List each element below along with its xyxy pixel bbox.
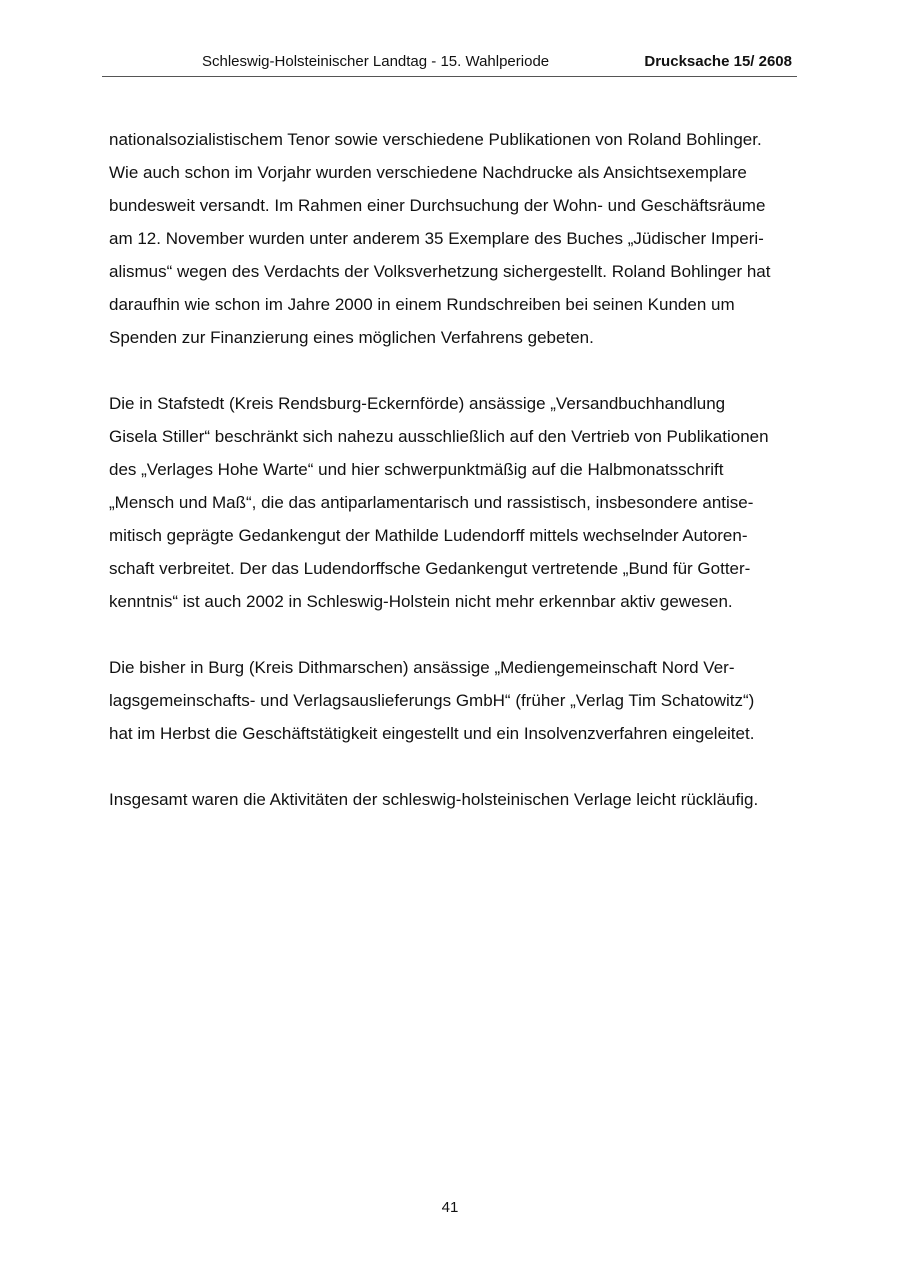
text-line: daraufhin wie schon im Jahre 2000 in einem Rundschreiben bei seinen Kunden um (109, 295, 735, 314)
text-line: kenntnis“ ist auch 2002 in Schleswig-Holstein nicht mehr erkennbar aktiv gewesen. (109, 592, 733, 611)
text-line: „Mensch und Maß“, die das antiparlamentarisch und rassistisch, insbesondere antise- (109, 493, 754, 512)
document-body (109, 123, 799, 816)
paragraph (109, 783, 799, 816)
paragraph-spacer (109, 750, 799, 783)
text-line: Gisela Stiller“ beschränkt sich nahezu ausschließlich auf den Vertrieb von Publikationen (109, 427, 769, 446)
header-title: Schleswig-Holsteinischer Landtag - 15. Wahlperiode (202, 53, 550, 70)
text-line: lagsgemeinschafts- und Verlagsauslieferungs GmbH“ (früher „Verlag Tim Schatowitz“) (109, 691, 755, 710)
text-line: hat im Herbst die Geschäftstätigkeit eingestellt und ein Insolvenzverfahren eingeleitet. (109, 724, 755, 743)
paragraph-spacer (109, 354, 799, 387)
text-line: am 12. November wurden unter anderem 35 Exemplare des Buches „Jüdischer Imperi- (109, 229, 764, 248)
text-line: Insgesamt waren die Aktivitäten der schleswig-holsteinischen Verlage leicht rückläufig. (109, 790, 759, 809)
text-line: des „Verlages Hohe Warte“ und hier schwerpunktmäßig auf die Halbmonatsschrift (109, 460, 724, 479)
text-line: Spenden zur Finanzierung eines möglichen Verfahrens gebeten. (109, 328, 594, 347)
text-line: mitisch geprägte Gedankengut der Mathilde Ludendorff mittels wechselnder Autoren- (109, 526, 748, 545)
paragraph (109, 651, 799, 750)
paragraph-spacer (109, 618, 799, 651)
text-line: Wie auch schon im Vorjahr wurden verschiedene Nachdrucke als Ansichtsexemplare (109, 163, 747, 182)
text-line: alismus“ wegen des Verdachts der Volksverhetzung sichergestellt. Roland Bohlinger hat (109, 262, 771, 281)
paragraph (109, 387, 799, 618)
text-line: schaft verbreitet. Der das Ludendorffsche Gedankengut vertretende „Bund für Gotter- (109, 559, 751, 578)
text-line: bundesweit versandt. Im Rahmen einer Durchsuchung der Wohn- und Geschäftsräume (109, 196, 766, 215)
paragraph (109, 123, 799, 354)
document-number: Drucksache 15/ 2608 (644, 53, 792, 70)
text-line: nationalsozialistischem Tenor sowie verschiedene Publikationen von Roland Bohlinger. (109, 130, 762, 149)
page-header (102, 50, 797, 77)
text-line: Die in Stafstedt (Kreis Rendsburg-Eckernförde) ansässige „Versandbuchhandlung (109, 394, 726, 413)
text-line: Die bisher in Burg (Kreis Dithmarschen) ansässige „Mediengemeinschaft Nord Ver- (109, 658, 735, 677)
page-number: 41 (441, 1199, 459, 1216)
